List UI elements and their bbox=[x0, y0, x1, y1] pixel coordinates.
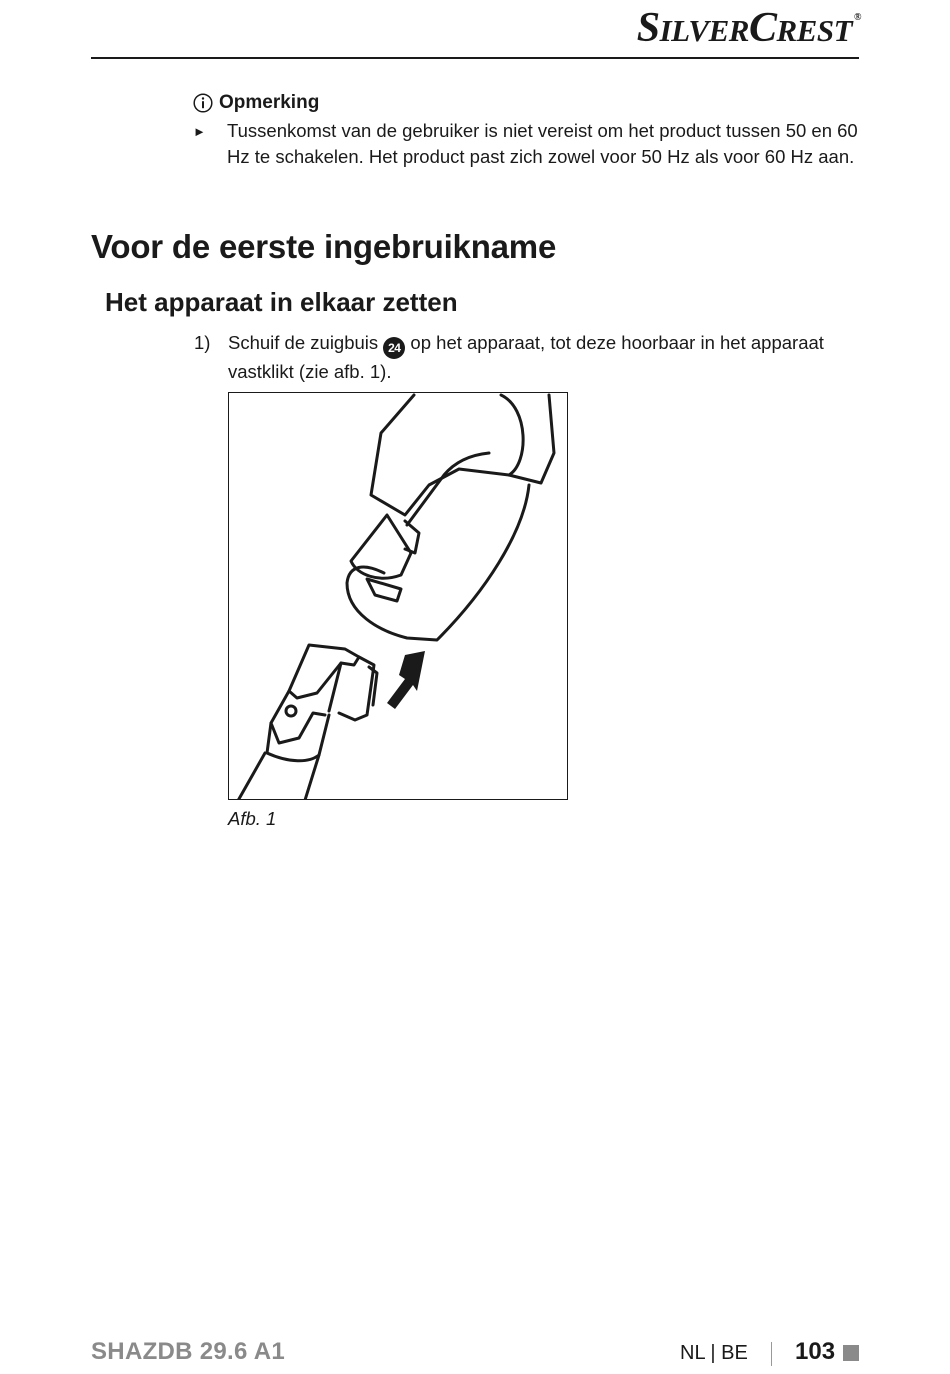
section-subtitle: Het apparaat in elkaar zetten bbox=[105, 287, 458, 317]
note-heading bbox=[193, 90, 863, 116]
note-box bbox=[193, 90, 863, 170]
step-text: Schuif de zuigbuis 24 op het apparaat, tot deze hoorbaar in het apparaat vastklikt (zie afb. 1). bbox=[228, 332, 824, 382]
step-1 bbox=[194, 330, 864, 385]
brand-logo: SILVERCREST ® bbox=[636, 5, 861, 51]
step-number: 1) bbox=[194, 332, 211, 353]
section-title: Voor de eerste ingebruikname bbox=[91, 228, 557, 265]
page-marker-square bbox=[843, 1345, 859, 1361]
note-title: Opmerking bbox=[219, 92, 320, 113]
info-icon bbox=[193, 93, 213, 113]
footer-model: SHAZDB 29.6 A1 bbox=[91, 1338, 286, 1365]
page-number: 103 bbox=[795, 1338, 836, 1365]
footer-language: NL | BE bbox=[680, 1342, 748, 1364]
figure-illustration bbox=[228, 392, 568, 800]
figure-caption: Afb. 1 bbox=[228, 808, 277, 829]
note-text: Tussenkomst van de gebruiker is niet vereist om het product tussen 50 en 60 Hz te schakelen. Het product past zich zowel voor 50 Hz als voor 60 Hz aan. bbox=[227, 120, 858, 167]
reference-number-badge: 24 bbox=[383, 337, 405, 359]
vacuum-assembly-illustration bbox=[229, 393, 568, 800]
footer-separator bbox=[771, 1342, 772, 1366]
triangle-bullet-icon: ► bbox=[193, 124, 206, 139]
header-rule bbox=[91, 57, 859, 59]
